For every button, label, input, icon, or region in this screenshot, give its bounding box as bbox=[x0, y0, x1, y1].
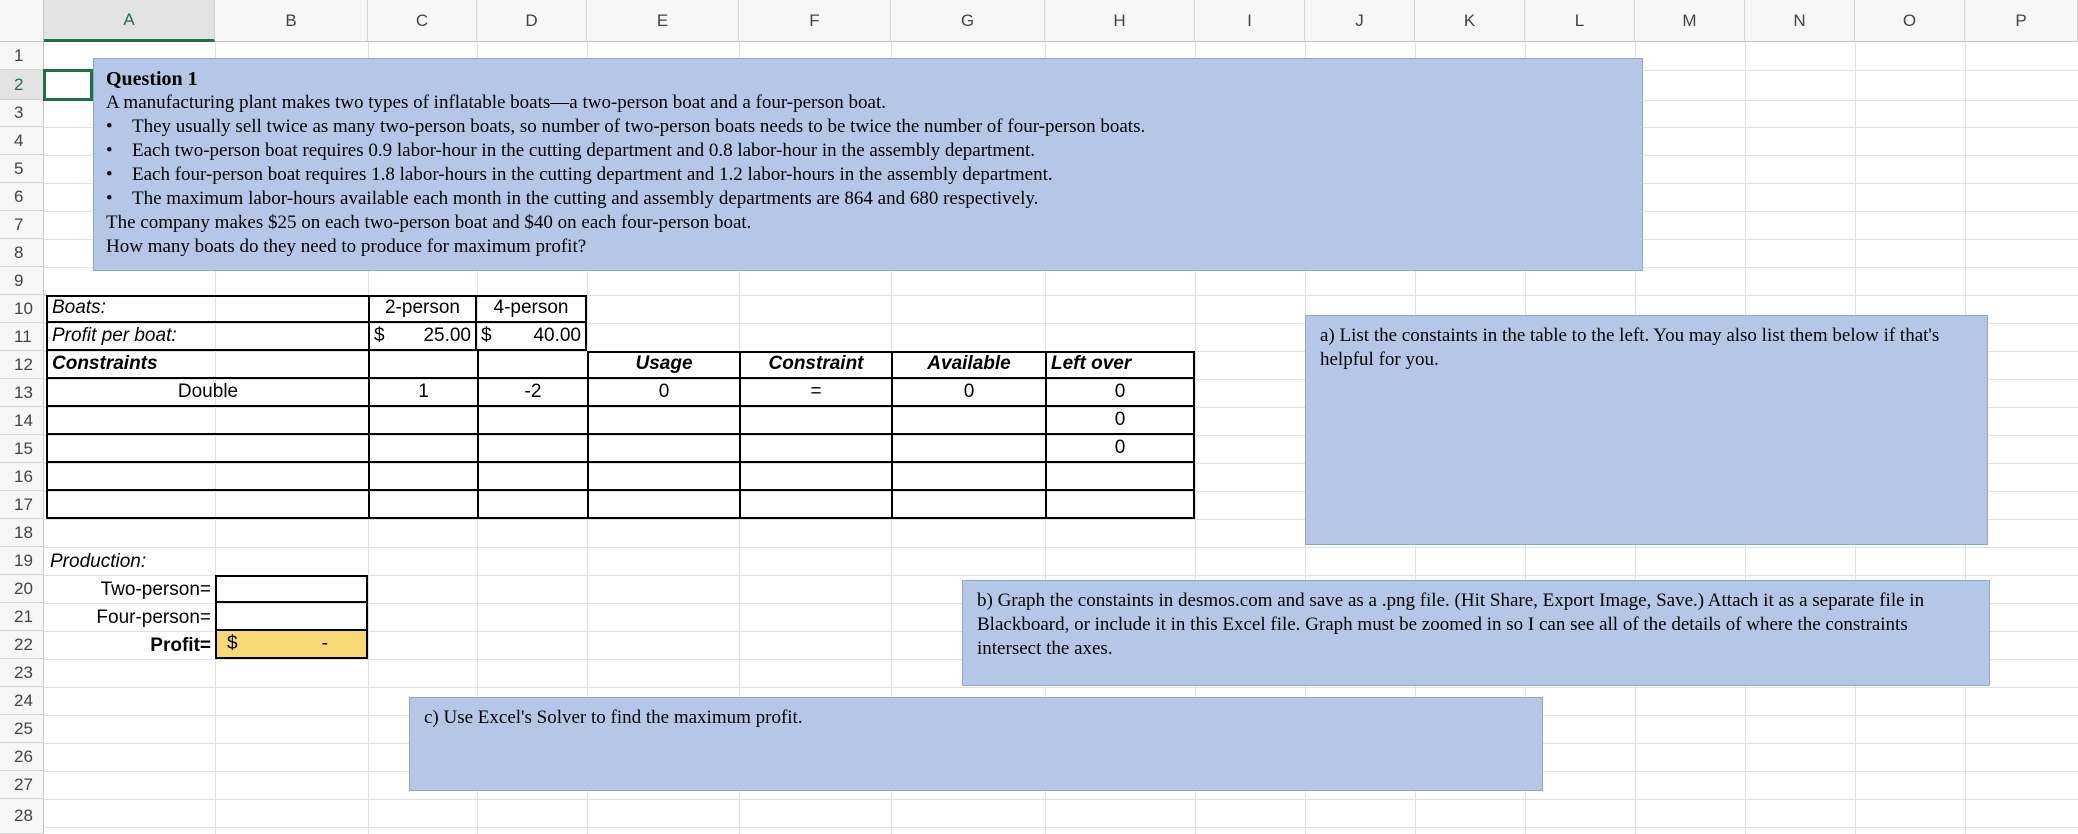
question-intro: A manufacturing plant makes two types of inflatable boats—a two-person boat and a four-person boat. bbox=[106, 92, 886, 113]
column-header-p[interactable]: P bbox=[1965, 0, 2078, 42]
column-header-b[interactable]: B bbox=[215, 0, 368, 42]
row-header[interactable]: 24 bbox=[0, 687, 44, 715]
row-header[interactable]: 19 bbox=[0, 547, 44, 575]
header-two-person[interactable]: 2-person bbox=[368, 295, 477, 323]
cell-f14[interactable] bbox=[739, 407, 891, 435]
four-person-label[interactable]: Four-person= bbox=[96, 607, 211, 628]
cell-g16[interactable] bbox=[891, 463, 1045, 491]
coef-d13[interactable]: -2 bbox=[477, 379, 587, 407]
column-header-g[interactable]: G bbox=[891, 0, 1045, 42]
cell-d15[interactable] bbox=[477, 435, 587, 463]
profit-result-value: - bbox=[321, 633, 328, 654]
column-header-d[interactable]: D bbox=[477, 0, 587, 42]
row-header[interactable]: 15 bbox=[0, 435, 44, 463]
select-all-corner[interactable] bbox=[0, 0, 44, 42]
note-a-textbox[interactable] bbox=[1305, 315, 1988, 545]
question-title: Question 1 bbox=[106, 68, 198, 90]
two-person-label[interactable]: Two-person= bbox=[100, 579, 211, 600]
cell-c12[interactable] bbox=[368, 351, 477, 379]
question-bullet bbox=[106, 139, 1630, 163]
leftover-h13[interactable]: 0 bbox=[1045, 379, 1195, 407]
row-header[interactable]: 1 bbox=[0, 42, 44, 70]
row-header[interactable]: 22 bbox=[0, 631, 44, 659]
row-header[interactable]: 6 bbox=[0, 183, 44, 211]
header-four-person[interactable]: 4-person bbox=[477, 295, 587, 323]
row-header[interactable]: 10 bbox=[0, 295, 44, 323]
cell-d12[interactable] bbox=[477, 351, 587, 379]
column-header-m[interactable]: M bbox=[1635, 0, 1745, 42]
column-header-o[interactable]: O bbox=[1855, 0, 1965, 42]
cell-h16[interactable] bbox=[1045, 463, 1195, 491]
gridline bbox=[44, 799, 2078, 800]
bullet-glyph: • bbox=[106, 188, 113, 209]
note-c-textbox[interactable] bbox=[409, 697, 1543, 791]
cell-g14[interactable] bbox=[891, 407, 1045, 435]
cell-e14[interactable] bbox=[587, 407, 739, 435]
row-header[interactable]: 7 bbox=[0, 211, 44, 239]
bullet-text: Each two-person boat requires 0.9 labor-hour in the cutting department and 0.8 labor-hour in the assembly department. bbox=[132, 140, 1036, 161]
constraint-name-row15[interactable] bbox=[46, 435, 368, 463]
profit-label[interactable]: Profit= bbox=[150, 635, 211, 656]
gridline bbox=[44, 827, 2078, 828]
column-header-f[interactable]: F bbox=[739, 0, 891, 42]
profit-two-person-value: 25.00 bbox=[423, 325, 471, 346]
column-header-e[interactable]: E bbox=[587, 0, 739, 42]
row-header[interactable]: 5 bbox=[0, 155, 44, 183]
column-header-i[interactable]: I bbox=[1195, 0, 1305, 42]
cell-e16[interactable] bbox=[587, 463, 739, 491]
cell-c14[interactable] bbox=[368, 407, 477, 435]
row-header[interactable]: 27 bbox=[0, 771, 44, 799]
cell-c15[interactable] bbox=[368, 435, 477, 463]
row-header[interactable]: 4 bbox=[0, 127, 44, 155]
two-person-input[interactable] bbox=[215, 575, 368, 603]
row-header[interactable]: 20 bbox=[0, 575, 44, 603]
cell-c17[interactable] bbox=[368, 491, 477, 519]
row-header[interactable]: 17 bbox=[0, 491, 44, 519]
bullet-text: The maximum labor-hours available each month in the cutting and assembly departments are 864 and 680 respectively. bbox=[132, 188, 1039, 209]
leftover-h14[interactable]: 0 bbox=[1045, 407, 1195, 435]
cell-e17[interactable] bbox=[587, 491, 739, 519]
constraint-header[interactable]: Constraint bbox=[739, 351, 891, 379]
row-header[interactable]: 8 bbox=[0, 239, 44, 267]
cell-f16[interactable] bbox=[739, 463, 891, 491]
row-header[interactable]: 16 bbox=[0, 463, 44, 491]
column-header-j[interactable]: J bbox=[1305, 0, 1415, 42]
constraint-name-row17[interactable] bbox=[46, 491, 368, 519]
cell-f15[interactable] bbox=[739, 435, 891, 463]
bullet-text: Each four-person boat requires 1.8 labor-hours in the cutting department and 1.2 labor-hours in the assembly department. bbox=[132, 164, 1053, 185]
row-header[interactable]: 14 bbox=[0, 407, 44, 435]
row-header[interactable]: 3 bbox=[0, 100, 44, 127]
cell-c16[interactable] bbox=[368, 463, 477, 491]
currency-symbol: $ bbox=[374, 325, 385, 346]
row-header[interactable]: 23 bbox=[0, 659, 44, 687]
row-header[interactable]: 25 bbox=[0, 715, 44, 743]
bullet-text: They usually sell twice as many two-person boats, so number of two-person boats needs to be twice the number of four-person boats. bbox=[132, 116, 1146, 137]
question-bullet bbox=[106, 115, 1630, 139]
question-textbox[interactable] bbox=[93, 58, 1643, 271]
cell-g15[interactable] bbox=[891, 435, 1045, 463]
profit-two-person-cell[interactable] bbox=[368, 323, 477, 351]
column-header-a[interactable]: A bbox=[44, 0, 215, 42]
cell-d14[interactable] bbox=[477, 407, 587, 435]
question-bullet bbox=[106, 163, 1630, 187]
leftover-header[interactable]: Left over bbox=[1045, 351, 1195, 379]
production-label[interactable]: Production: bbox=[50, 551, 147, 572]
profit-per-boat-label[interactable]: Profit per boat: bbox=[46, 323, 368, 351]
bullet-glyph: • bbox=[106, 116, 113, 137]
column-header-c[interactable]: C bbox=[368, 0, 477, 42]
four-person-input[interactable] bbox=[215, 603, 368, 631]
constraint-name-row14[interactable] bbox=[46, 407, 368, 435]
cell-d16[interactable] bbox=[477, 463, 587, 491]
currency-symbol: $ bbox=[481, 325, 492, 346]
note-a-text: a) List the constaints in the table to the left. You may also list them below if that's helpful for you. bbox=[1320, 325, 1940, 370]
cell-f17[interactable] bbox=[739, 491, 891, 519]
constraint-f13[interactable]: = bbox=[739, 379, 891, 407]
boats-label[interactable]: Boats: bbox=[46, 295, 368, 323]
note-b-textbox[interactable] bbox=[962, 580, 1990, 686]
column-header-k[interactable]: K bbox=[1415, 0, 1525, 42]
question-profit-line: The company makes $25 on each two-person boat and $40 on each four-person boat. bbox=[106, 212, 752, 233]
row-header[interactable]: 11 bbox=[0, 323, 44, 351]
note-c-text: c) Use Excel's Solver to find the maximum profit. bbox=[424, 707, 803, 728]
row-header[interactable]: 13 bbox=[0, 379, 44, 407]
usage-header[interactable]: Usage bbox=[587, 351, 739, 379]
row-header[interactable]: 21 bbox=[0, 603, 44, 631]
profit-four-person-cell[interactable] bbox=[477, 323, 587, 351]
leftover-h15[interactable]: 0 bbox=[1045, 435, 1195, 463]
profit-result-cell[interactable] bbox=[215, 631, 368, 659]
row-header[interactable]: 28 bbox=[0, 799, 44, 834]
cell-e15[interactable] bbox=[587, 435, 739, 463]
constraint-name-row16[interactable] bbox=[46, 463, 368, 491]
row-header[interactable]: 26 bbox=[0, 743, 44, 771]
currency-symbol: $ bbox=[227, 633, 238, 654]
active-cell-a2[interactable] bbox=[43, 69, 93, 101]
row-header[interactable]: 12 bbox=[0, 351, 44, 379]
row-header[interactable]: 18 bbox=[0, 519, 44, 547]
profit-four-person-value: 40.00 bbox=[533, 325, 581, 346]
cell-g17[interactable] bbox=[891, 491, 1045, 519]
question-bullet bbox=[106, 187, 1630, 211]
question-ask: How many boats do they need to produce for maximum profit? bbox=[106, 236, 587, 257]
note-b-text: b) Graph the constaints in desmos.com and save as a .png file. (Hit Share, Export Image, Save.) Attach it as a separate file in Blackboard, or include it in this Excel file. Graph must be zoomed in so I can see all of the details of where the constraints intersect the axes. bbox=[977, 590, 1925, 659]
usage-e13[interactable]: 0 bbox=[587, 379, 739, 407]
row-header-selected[interactable]: 2 bbox=[0, 70, 44, 100]
column-header-h[interactable]: H bbox=[1045, 0, 1195, 42]
row-header[interactable]: 9 bbox=[0, 267, 44, 295]
bullet-glyph: • bbox=[106, 140, 113, 161]
available-g13[interactable]: 0 bbox=[891, 379, 1045, 407]
gridline bbox=[44, 687, 2078, 688]
cell-d17[interactable] bbox=[477, 491, 587, 519]
cell-h17[interactable] bbox=[1045, 491, 1195, 519]
column-header-l[interactable]: L bbox=[1525, 0, 1635, 42]
coef-c13[interactable]: 1 bbox=[368, 379, 477, 407]
constraint-name-double[interactable]: Double bbox=[46, 379, 368, 407]
available-header[interactable]: Available bbox=[891, 351, 1045, 379]
bullet-glyph: • bbox=[106, 164, 113, 185]
constraints-label[interactable]: Constraints bbox=[46, 351, 368, 379]
column-header-n[interactable]: N bbox=[1745, 0, 1855, 42]
